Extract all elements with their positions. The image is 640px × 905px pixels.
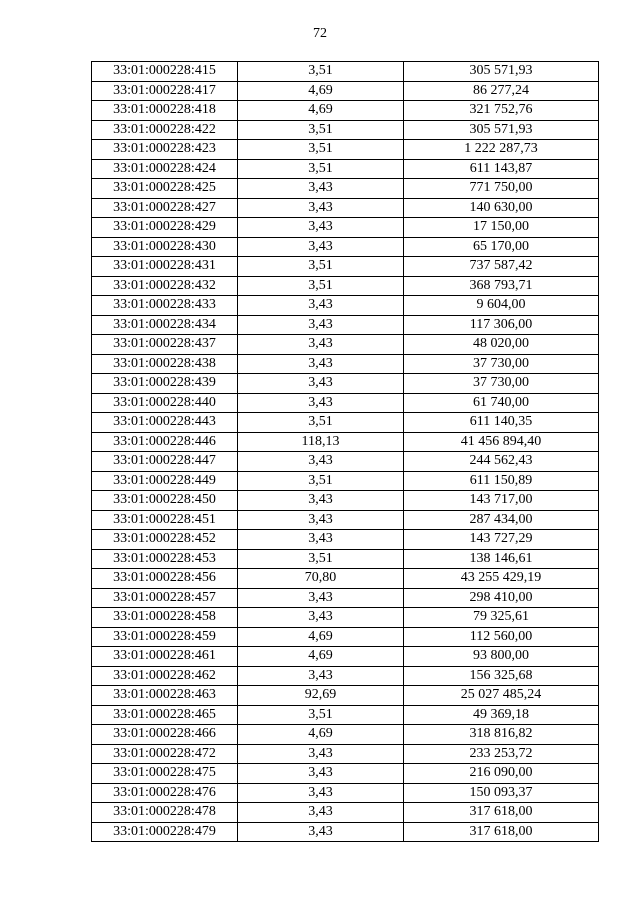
value-cell: 65 170,00: [404, 237, 599, 257]
area-cell: 4,69: [238, 627, 404, 647]
value-cell: 611 150,89: [404, 471, 599, 491]
table-row: [92, 432, 599, 452]
value-cell: 156 325,68: [404, 666, 599, 686]
cadastral-number-cell: 33:01:000228:449: [92, 471, 238, 491]
area-cell: 118,13: [238, 432, 404, 452]
cadastral-number-cell: 33:01:000228:418: [92, 101, 238, 121]
area-cell: 4,69: [238, 647, 404, 667]
cadastral-number-cell: 33:01:000228:425: [92, 179, 238, 199]
cadastral-number-cell: 33:01:000228:443: [92, 413, 238, 433]
area-cell: 4,69: [238, 81, 404, 101]
area-cell: 3,51: [238, 471, 404, 491]
value-cell: 305 571,93: [404, 62, 599, 82]
table-row: [92, 764, 599, 784]
table-row: [92, 101, 599, 121]
table-row: [92, 179, 599, 199]
area-cell: 3,43: [238, 198, 404, 218]
cadastral-number-cell: 33:01:000228:415: [92, 62, 238, 82]
cadastral-number-cell: 33:01:000228:462: [92, 666, 238, 686]
value-cell: 1 222 287,73: [404, 140, 599, 160]
cadastral-number-cell: 33:01:000228:451: [92, 510, 238, 530]
value-cell: 117 306,00: [404, 315, 599, 335]
area-cell: 3,43: [238, 393, 404, 413]
area-cell: 3,43: [238, 374, 404, 394]
value-cell: 86 277,24: [404, 81, 599, 101]
area-cell: 3,43: [238, 179, 404, 199]
value-cell: 17 150,00: [404, 218, 599, 238]
cadastral-number-cell: 33:01:000228:458: [92, 608, 238, 628]
value-cell: 37 730,00: [404, 354, 599, 374]
area-cell: 3,43: [238, 530, 404, 550]
table-row: [92, 374, 599, 394]
table-row: [92, 569, 599, 589]
table-row: [92, 744, 599, 764]
table-row: [92, 335, 599, 355]
table-row: [92, 218, 599, 238]
cadastral-number-cell: 33:01:000228:432: [92, 276, 238, 296]
value-cell: 611 143,87: [404, 159, 599, 179]
table-row: [92, 822, 599, 842]
table-row: [92, 393, 599, 413]
cadastral-number-cell: 33:01:000228:427: [92, 198, 238, 218]
table-row: [92, 803, 599, 823]
area-cell: 3,43: [238, 491, 404, 511]
value-cell: 737 587,42: [404, 257, 599, 277]
table-row: [92, 296, 599, 316]
cadastral-number-cell: 33:01:000228:439: [92, 374, 238, 394]
table-row: [92, 510, 599, 530]
area-cell: 3,51: [238, 276, 404, 296]
table-row: [92, 81, 599, 101]
table-row: [92, 237, 599, 257]
cadastral-number-cell: 33:01:000228:479: [92, 822, 238, 842]
area-cell: 3,51: [238, 140, 404, 160]
area-cell: 3,51: [238, 549, 404, 569]
value-cell: 771 750,00: [404, 179, 599, 199]
table-row: [92, 315, 599, 335]
cadastral-number-cell: 33:01:000228:453: [92, 549, 238, 569]
area-cell: 3,43: [238, 764, 404, 784]
area-cell: 3,43: [238, 296, 404, 316]
table-row: [92, 140, 599, 160]
value-cell: 287 434,00: [404, 510, 599, 530]
area-cell: 3,51: [238, 62, 404, 82]
value-cell: 298 410,00: [404, 588, 599, 608]
table-row: [92, 159, 599, 179]
cadastral-number-cell: 33:01:000228:438: [92, 354, 238, 374]
area-cell: 3,51: [238, 159, 404, 179]
value-cell: 317 618,00: [404, 822, 599, 842]
area-cell: 4,69: [238, 725, 404, 745]
table-row: [92, 627, 599, 647]
area-cell: 3,51: [238, 257, 404, 277]
cadastral-number-cell: 33:01:000228:475: [92, 764, 238, 784]
cadastral-number-cell: 33:01:000228:430: [92, 237, 238, 257]
cadastral-number-cell: 33:01:000228:465: [92, 705, 238, 725]
cadastral-number-cell: 33:01:000228:463: [92, 686, 238, 706]
area-cell: 3,43: [238, 744, 404, 764]
area-cell: 70,80: [238, 569, 404, 589]
area-cell: 3,43: [238, 315, 404, 335]
table-row: [92, 62, 599, 82]
value-cell: 61 740,00: [404, 393, 599, 413]
area-cell: 3,43: [238, 510, 404, 530]
value-cell: 305 571,93: [404, 120, 599, 140]
value-cell: 49 369,18: [404, 705, 599, 725]
area-cell: 3,43: [238, 588, 404, 608]
area-cell: 3,43: [238, 218, 404, 238]
table-row: [92, 530, 599, 550]
table-row: [92, 588, 599, 608]
area-cell: 3,43: [238, 354, 404, 374]
table-body: [92, 62, 599, 842]
table-row: [92, 452, 599, 472]
table-row: [92, 666, 599, 686]
cadastral-number-cell: 33:01:000228:447: [92, 452, 238, 472]
cadastral-number-cell: 33:01:000228:457: [92, 588, 238, 608]
value-cell: 93 800,00: [404, 647, 599, 667]
cadastral-number-cell: 33:01:000228:472: [92, 744, 238, 764]
area-cell: 4,69: [238, 101, 404, 121]
cadastral-number-cell: 33:01:000228:452: [92, 530, 238, 550]
cadastral-number-cell: 33:01:000228:423: [92, 140, 238, 160]
cadastral-number-cell: 33:01:000228:437: [92, 335, 238, 355]
value-cell: 611 140,35: [404, 413, 599, 433]
value-cell: 79 325,61: [404, 608, 599, 628]
table-row: [92, 647, 599, 667]
cadastral-number-cell: 33:01:000228:456: [92, 569, 238, 589]
value-cell: 233 253,72: [404, 744, 599, 764]
cadastral-number-cell: 33:01:000228:433: [92, 296, 238, 316]
value-cell: 43 255 429,19: [404, 569, 599, 589]
value-cell: 150 093,37: [404, 783, 599, 803]
cadastral-number-cell: 33:01:000228:440: [92, 393, 238, 413]
cadastral-number-cell: 33:01:000228:466: [92, 725, 238, 745]
area-cell: 3,43: [238, 783, 404, 803]
area-cell: 3,51: [238, 413, 404, 433]
table-row: [92, 491, 599, 511]
cadastral-number-cell: 33:01:000228:476: [92, 783, 238, 803]
table-row: [92, 608, 599, 628]
table-row: [92, 257, 599, 277]
value-cell: 37 730,00: [404, 374, 599, 394]
area-cell: 3,43: [238, 608, 404, 628]
table-row: [92, 471, 599, 491]
area-cell: 3,43: [238, 452, 404, 472]
value-cell: 143 727,29: [404, 530, 599, 550]
table-row: [92, 686, 599, 706]
area-cell: 3,51: [238, 705, 404, 725]
value-cell: 321 752,76: [404, 101, 599, 121]
table-row: [92, 725, 599, 745]
value-cell: 368 793,71: [404, 276, 599, 296]
cadastral-number-cell: 33:01:000228:461: [92, 647, 238, 667]
cadastral-number-cell: 33:01:000228:417: [92, 81, 238, 101]
value-cell: 143 717,00: [404, 491, 599, 511]
area-cell: 92,69: [238, 686, 404, 706]
table-row: [92, 783, 599, 803]
value-cell: 41 456 894,40: [404, 432, 599, 452]
area-cell: 3,51: [238, 120, 404, 140]
cadastral-number-cell: 33:01:000228:459: [92, 627, 238, 647]
value-cell: 9 604,00: [404, 296, 599, 316]
cadastral-number-cell: 33:01:000228:450: [92, 491, 238, 511]
value-cell: 216 090,00: [404, 764, 599, 784]
value-cell: 48 020,00: [404, 335, 599, 355]
cadastral-number-cell: 33:01:000228:434: [92, 315, 238, 335]
area-cell: 3,43: [238, 666, 404, 686]
value-cell: 140 630,00: [404, 198, 599, 218]
value-cell: 112 560,00: [404, 627, 599, 647]
area-cell: 3,43: [238, 803, 404, 823]
cadastral-number-cell: 33:01:000228:429: [92, 218, 238, 238]
cadastral-value-table: [91, 61, 599, 842]
value-cell: 138 146,61: [404, 549, 599, 569]
page-number: 72: [313, 26, 327, 41]
table-row: [92, 198, 599, 218]
cadastral-number-cell: 33:01:000228:424: [92, 159, 238, 179]
value-cell: 25 027 485,24: [404, 686, 599, 706]
table-row: [92, 413, 599, 433]
value-cell: 318 816,82: [404, 725, 599, 745]
cadastral-number-cell: 33:01:000228:422: [92, 120, 238, 140]
table-row: [92, 354, 599, 374]
value-cell: 244 562,43: [404, 452, 599, 472]
table-row: [92, 120, 599, 140]
value-cell: 317 618,00: [404, 803, 599, 823]
cadastral-number-cell: 33:01:000228:431: [92, 257, 238, 277]
table-row: [92, 549, 599, 569]
table-row: [92, 276, 599, 296]
cadastral-number-cell: 33:01:000228:446: [92, 432, 238, 452]
cadastral-number-cell: 33:01:000228:478: [92, 803, 238, 823]
area-cell: 3,43: [238, 237, 404, 257]
area-cell: 3,43: [238, 822, 404, 842]
area-cell: 3,43: [238, 335, 404, 355]
table-row: [92, 705, 599, 725]
